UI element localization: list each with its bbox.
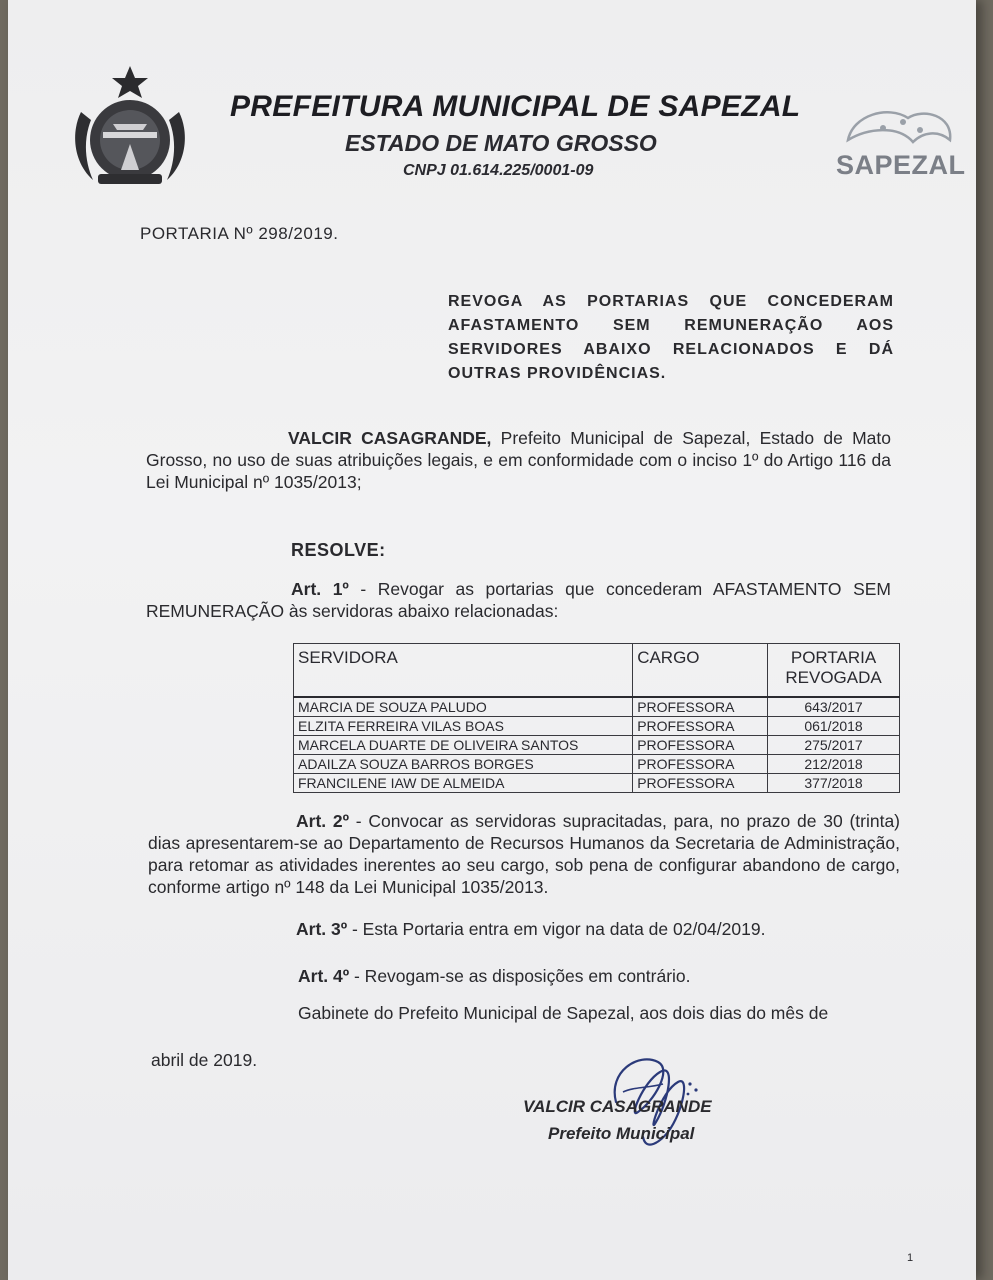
table-row: [294, 697, 900, 717]
table-row: [294, 755, 900, 774]
table-row: [294, 774, 900, 793]
cell-servidora: FRANCILENE IAW DE ALMEIDA: [294, 774, 633, 793]
article-4-label: Art. 4º: [298, 966, 350, 986]
column-header-portaria: PORTARIA REVOGADA: [768, 644, 900, 698]
page-number: 1: [907, 1252, 914, 1264]
column-header-servidora: SERVIDORA: [294, 644, 633, 698]
cell-servidora: ELZITA FERREIRA VILAS BOAS: [294, 717, 633, 736]
header-cnpj: CNPJ 01.614.225/0001-09: [403, 162, 594, 179]
article-4-text: - Revogam-se as disposições em contrário.: [349, 966, 691, 986]
article-2: [148, 810, 900, 898]
servidoras-table: [293, 643, 900, 793]
table-header-row: [294, 644, 900, 698]
preamble-paragraph: [146, 427, 891, 493]
cell-cargo: PROFESSORA: [633, 774, 768, 793]
coat-of-arms-emblem: [63, 62, 198, 192]
article-3-label: Art. 3º: [296, 919, 348, 939]
cell-portaria: 275/2017: [768, 736, 900, 755]
header-title: PREFEITURA MUNICIPAL DE SAPEZAL: [230, 90, 801, 123]
logo-text: SAPEZAL: [836, 150, 966, 180]
preamble-name: VALCIR CASAGRANDE,: [288, 428, 492, 448]
cell-cargo: PROFESSORA: [633, 697, 768, 717]
cell-cargo: PROFESSORA: [633, 755, 768, 774]
cell-servidora: ADAILZA SOUZA BARROS BORGES: [294, 755, 633, 774]
cell-portaria: 377/2018: [768, 774, 900, 793]
cell-cargo: PROFESSORA: [633, 736, 768, 755]
closing-date: abril de 2019.: [151, 1050, 258, 1070]
article-1-label: Art. 1º: [291, 579, 349, 599]
article-1-text: - Revogar as portarias que concederam AFASTAMENTO SEM REMUNERAÇÃO às servidoras abaixo relacionadas:: [146, 579, 891, 621]
cell-servidora: MARCIA DE SOUZA PALUDO: [294, 697, 633, 717]
signature-name: VALCIR CASAGRANDE: [523, 1097, 712, 1116]
signature-role: Prefeito Municipal: [548, 1124, 695, 1143]
cell-portaria: 212/2018: [768, 755, 900, 774]
article-2-label: Art. 2º: [296, 811, 350, 831]
article-2-text: - Convocar as servidoras supracitadas, para, no prazo de 30 (trinta) dias apresentarem-se ao Departamento de Recursos Humanos da Secretaria de Administração, para retomar as atividades inerentes ao seu cargo, sob pena de configurar abandono de cargo, conforme artigo nº 148 da Lei Municipal 1035/2013.: [148, 811, 901, 897]
portaria-number: PORTARIA Nº 298/2019.: [140, 224, 339, 243]
cell-cargo: PROFESSORA: [633, 717, 768, 736]
article-3: [296, 919, 765, 940]
table-row: [294, 736, 900, 755]
resolve-heading: RESOLVE:: [291, 540, 386, 560]
document-page: [8, 0, 976, 1280]
column-header-cargo: CARGO: [633, 644, 768, 698]
cell-portaria: 061/2018: [768, 717, 900, 736]
cell-servidora: MARCELA DUARTE DE OLIVEIRA SANTOS: [294, 736, 633, 755]
cell-portaria: 643/2017: [768, 697, 900, 717]
article-4: [298, 966, 691, 987]
article-3-text: - Esta Portaria entra em vigor na data de 02/04/2019.: [347, 919, 766, 939]
header-state: ESTADO DE MATO GROSSO: [345, 130, 657, 156]
ementa: REVOGA AS PORTARIAS QUE CONCEDERAM AFASTAMENTO SEM REMUNERAÇÃO AOS SERVIDORES ABAIXO RELACIONADOS E DÁ OUTRAS PROVIDÊNCIAS.: [448, 293, 894, 382]
preamble-text: Prefeito Municipal de Sapezal, Estado de Mato Grosso, no uso de suas atribuições legais, e em conformidade com o inciso 1º do Artigo 116 da Lei Municipal nº 1035/2013;: [146, 428, 891, 492]
closing-line: Gabinete do Prefeito Municipal de Sapezal, aos dois dias do mês de: [298, 1003, 829, 1023]
article-1: [146, 578, 891, 622]
table-row: [294, 717, 900, 736]
